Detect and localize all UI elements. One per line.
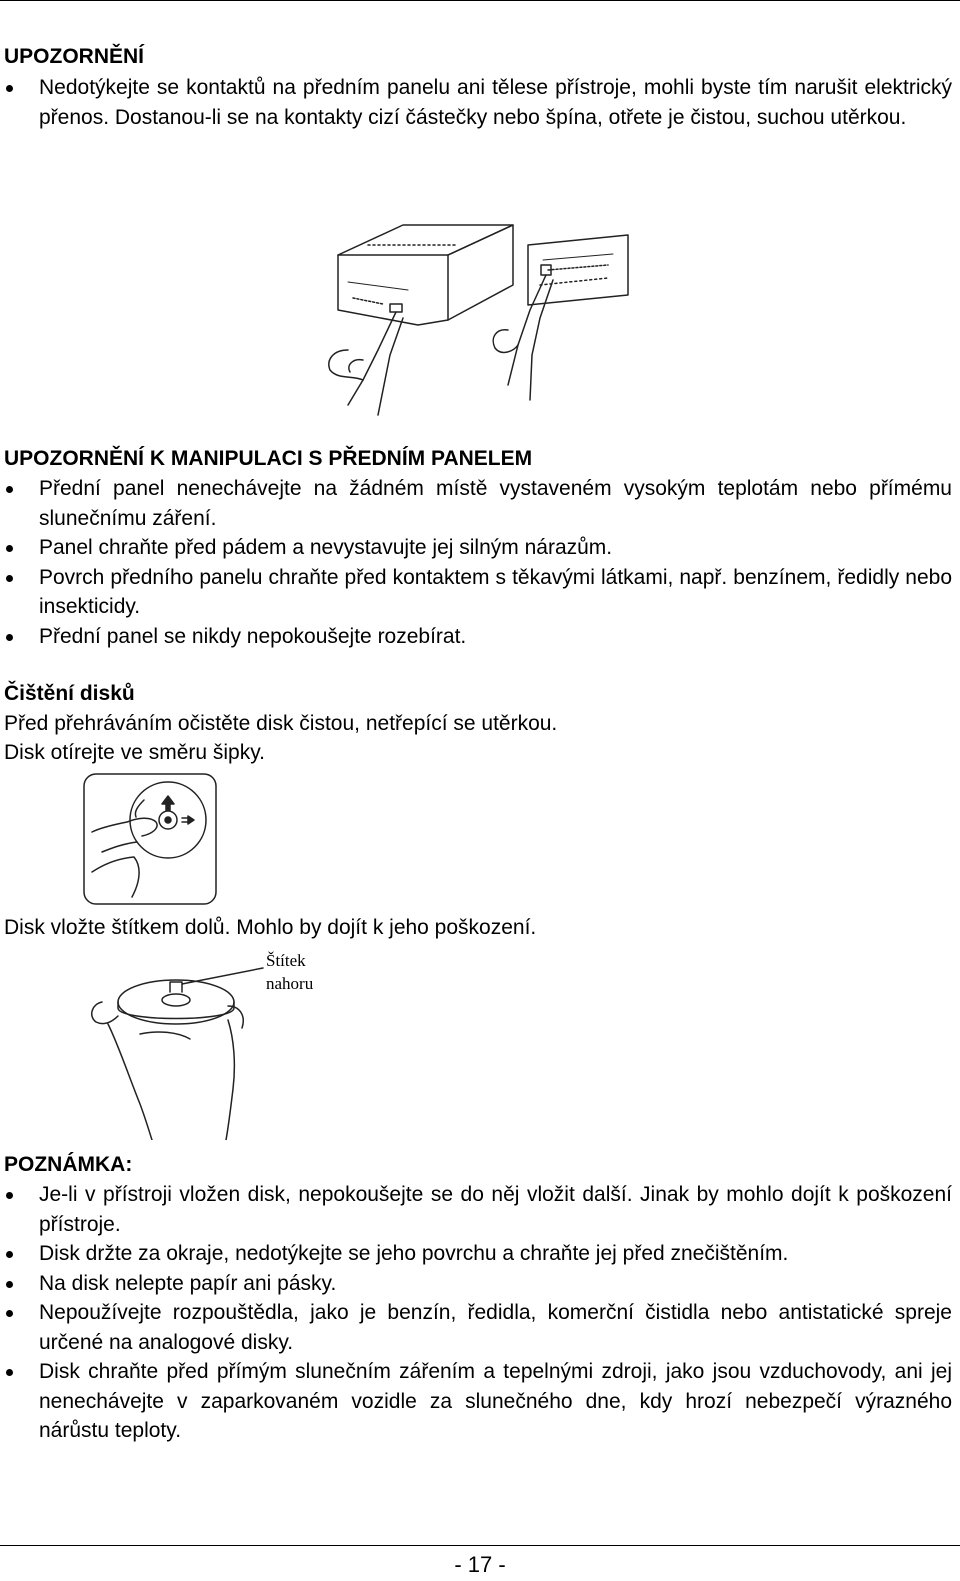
bullet-icon [6,486,13,493]
cleaning-instruction: Před přehráváním očistěte disk čistou, netřepící se utěrkou. [4,712,558,735]
list-item: Disk držte za okraje, nedotýkejte se jeho povrchu a chraňte jej před znečištěním. [0,1239,952,1269]
section-heading-panel-handling: UPOZORNĚNÍ K MANIPULACI S PŘEDNÍM PANELEM [4,447,533,470]
list-item: Panel chraňte před pádem a nevystavujte jej silným nárazům. [0,533,952,563]
section-heading-disc-cleaning: Čištění disků [4,682,135,705]
bullet-icon [6,1251,13,1258]
label-callout-line2: nahoru [266,974,314,993]
warning-list [0,73,952,132]
disc-wiping-illustration [82,772,218,906]
panel-contacts-illustration [308,210,644,420]
note-list [0,1180,952,1446]
list-item: Nepoužívejte rozpouštědla, jako je benzín, ředidla, komerční čistidla nebo antistatické spreje určené na analogové disky. [0,1298,952,1357]
label-callout-line1: Štítek [266,951,306,970]
bullet-icon [6,85,13,92]
list-item: Je-li v přístroji vložen disk, nepokoušejte se do něj vložit další. Jinak by mohlo dojít k poškození přístroje. [0,1180,952,1239]
bullet-icon [6,545,13,552]
insert-disc-instruction: Disk vložte štítkem dolů. Mohlo by dojít k jeho poškození. [4,916,537,939]
list-item: Nedotýkejte se kontaktů na předním panelu ani tělese přístroje, mohli byste tím narušit elektrický přenos. Dostanou-li se na kontakty cizí částečky nebo špína, otřete je čistou, suchou utěrkou. [0,73,952,132]
bullet-icon [6,575,13,582]
list-item: Povrch předního panelu chraňte před kontaktem s těkavými látkami, např. benzínem, ředidly nebo insekticidy. [0,563,952,622]
footer-rule [0,1545,960,1546]
bullet-icon [6,1192,13,1199]
bullet-icon [6,1369,13,1376]
list-item: Na disk nelepte papír ani pásky. [0,1269,952,1299]
page-number: - 17 - [454,1552,506,1577]
wipe-direction-instruction: Disk otírejte ve směru šipky. [4,741,266,764]
disc-label-illustration [78,944,340,1140]
bullet-icon [6,634,13,641]
section-heading-warning: UPOZORNĚNÍ [4,45,145,68]
list-item: Přední panel nenechávejte na žádném místě vystaveném vysokým teplotám nebo přímému slunečnímu záření. [0,474,952,533]
bullet-icon [6,1310,13,1317]
bullet-icon [6,1281,13,1288]
top-rule [0,0,960,1]
list-item: Disk chraňte před přímým slunečním zářením a tepelnými zdroji, jako jsou vzduchovody, ani jej nenechávejte v zaparkovaném vozidle za slunečného dne, kdy hrozí nebezpečí výrazného nárůstu teploty. [0,1357,952,1446]
section-heading-note: POZNÁMKA: [4,1153,133,1176]
panel-handling-list [0,474,952,651]
list-item: Přední panel se nikdy nepokoušejte rozebírat. [0,622,952,652]
